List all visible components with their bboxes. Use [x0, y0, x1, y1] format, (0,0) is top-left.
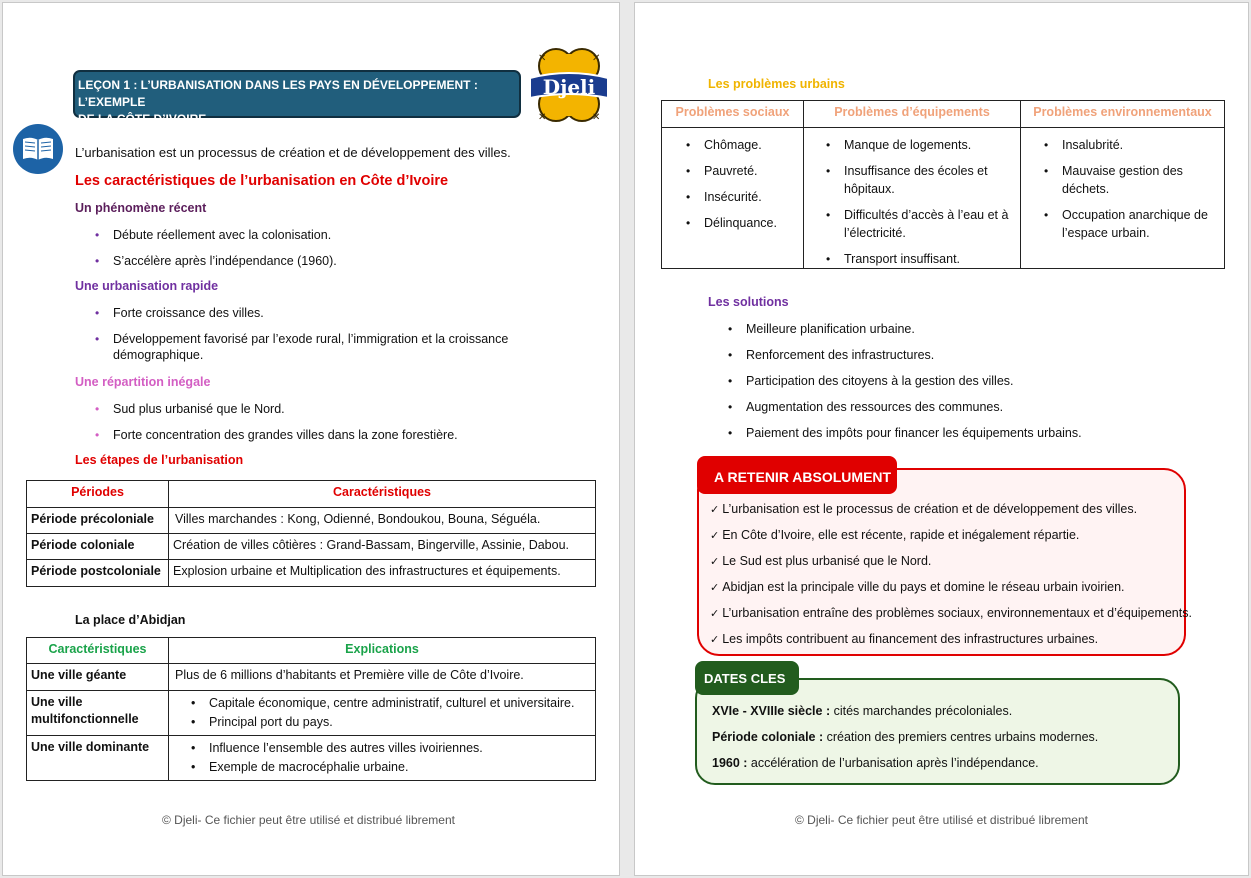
list-item: • Occupation anarchique de: [1062, 206, 1224, 224]
table-cell: [1021, 128, 1225, 269]
etapes-title: Les étapes de l’urbanisation: [75, 453, 244, 467]
retenir-item: [710, 528, 1079, 542]
retenir-title: A RETENIR ABSOLUMENT: [697, 456, 897, 494]
date-label: Période coloniale :: [712, 730, 824, 744]
list-inegale: [113, 400, 458, 444]
table-cell: Explosion urbaine et Multiplication des infrastructures et équipements.: [169, 560, 596, 587]
table-header: Problèmes d’équipements: [804, 101, 1021, 128]
table-cell: Une ville géante: [27, 664, 169, 691]
retenir-text: Le Sud est plus urbanisé que le Nord.: [722, 554, 932, 568]
svg-text:✕: ✕: [538, 112, 547, 123]
abidjan-title: La place d’Abidjan: [75, 613, 186, 627]
table-cell: [27, 691, 169, 736]
retenir-item: [710, 632, 1098, 646]
djeli-logo: [524, 46, 614, 126]
table-cell: Période coloniale: [27, 534, 169, 560]
checkmark-icon: ✓: [710, 582, 720, 594]
list-item: • Paiement des impôts pour financer les équipements urbains.: [746, 424, 1082, 442]
date-entry: [712, 730, 1098, 744]
list-item: • Transport insuffisant.: [844, 250, 1020, 268]
cell-list: [173, 739, 591, 777]
svg-text:✕: ✕: [538, 53, 547, 64]
svg-text:✕: ✕: [592, 53, 601, 64]
retenir-text: Les impôts contribuent au financement des infrastructures urbaines.: [722, 632, 1099, 646]
cell-line: multifonctionnelle: [31, 712, 139, 726]
table-cell: Une ville dominante: [27, 736, 169, 781]
continuation-text: l’espace urbain.: [1062, 226, 1150, 240]
table-cell: Création de villes côtières : Grand-Bassam, Bingerville, Assinie, Dabou.: [169, 534, 596, 560]
table-cell: [169, 736, 596, 781]
cell-list: [173, 694, 591, 732]
svg-text:✕: ✕: [592, 112, 601, 123]
table-cell: Villes marchandes : Kong, Odienné, Bondoukou, Bouna, Séguéla.: [169, 508, 596, 534]
table-cell: Période précoloniale: [27, 508, 169, 534]
periods-table: [26, 480, 596, 587]
solutions-list: [746, 320, 1082, 442]
list-item: • Débute réellement avec la colonisation.: [113, 226, 337, 244]
list-item: • Mauvaise gestion des: [1062, 162, 1224, 180]
date-label: 1960 :: [712, 756, 748, 770]
list-item-continuation: démographique.: [113, 348, 204, 362]
checkmark-icon: ✓: [710, 530, 720, 542]
cell-line: Une ville: [31, 695, 83, 709]
continuation-text: hôpitaux.: [844, 182, 895, 196]
table-header: Périodes: [27, 481, 169, 508]
section-title-recent: Un phénomène récent: [75, 201, 207, 215]
page-footer: © Djeli- Ce fichier peut être utilisé et distribué librement: [162, 813, 455, 827]
list-item: • Chômage.: [704, 132, 803, 158]
retenir-text: L’urbanisation entraîne des problèmes sociaux, environnementaux et d’équipements.: [722, 606, 1192, 620]
table-header: Problèmes environnementaux: [1021, 101, 1225, 128]
section-title-inegale: Une répartition inégale: [75, 375, 211, 389]
list-item-continuation: [844, 180, 1020, 198]
retenir-text: Abidjan est la principale ville du pays et domine le réseau urbain ivoirien.: [722, 580, 1125, 594]
list-item: • Difficultés d’accès à l’eau et à: [844, 206, 1020, 224]
open-book-icon: [13, 124, 63, 174]
list-item-continuation: [1062, 180, 1224, 198]
continuation-text: l’électricité.: [844, 226, 906, 240]
list-item: • Participation des citoyens à la gestion des villes.: [746, 372, 1082, 390]
checkmark-icon: ✓: [710, 504, 720, 516]
retenir-item: [710, 554, 931, 568]
dates-title: DATES CLES: [695, 661, 799, 695]
document-page-1: [2, 2, 620, 876]
retenir-item: [710, 606, 1192, 620]
list-item: • Manque de logements.: [844, 136, 1020, 154]
abidjan-table: [26, 637, 596, 781]
cell-list: [1021, 128, 1224, 242]
solutions-title: Les solutions: [708, 295, 789, 309]
checkmark-icon: ✓: [710, 556, 720, 568]
list-item: • Insuffisance des écoles et: [844, 162, 1020, 180]
retenir-text: L’urbanisation est le processus de création et de développement des villes.: [722, 502, 1138, 516]
list-item: • Insécurité.: [704, 184, 803, 210]
table-header: Caractéristiques: [27, 638, 169, 664]
list-item: • Forte concentration des grandes villes dans la zone forestière.: [113, 426, 458, 444]
checkmark-icon: ✓: [710, 608, 720, 620]
problems-table: [661, 100, 1225, 269]
table-cell: [804, 128, 1021, 269]
section-title-rapide: Une urbanisation rapide: [75, 279, 219, 293]
list-item: • Meilleure planification urbaine.: [746, 320, 1082, 338]
list-item: • Exemple de macrocéphalie urbaine.: [209, 758, 591, 777]
checkmark-icon: ✓: [710, 634, 720, 646]
table-header: Problèmes sociaux: [662, 101, 804, 128]
list-item: • Pauvreté.: [704, 158, 803, 184]
list-item: • Sud plus urbanisé que le Nord.: [113, 400, 458, 418]
date-text: cités marchandes précoloniales.: [830, 704, 1013, 718]
svg-text:Djeli: Djeli: [542, 75, 596, 99]
date-entry: [712, 756, 1039, 770]
main-heading: Les caractéristiques de l’urbanisation en Côte d’Ivoire: [75, 173, 449, 189]
list-item: • Forte croissance des villes.: [113, 304, 508, 322]
date-label: XVIe - XVIIIe siècle :: [712, 704, 831, 718]
list-item: • Renforcement des infrastructures.: [746, 346, 1082, 364]
list-item-continuation: [1062, 224, 1224, 242]
retenir-item: [710, 502, 1137, 516]
retenir-text: En Côte d’Ivoire, elle est récente, rapide et inégalement répartie.: [722, 528, 1080, 542]
list-item: • Délinquance.: [704, 210, 803, 236]
cell-list: [662, 128, 803, 236]
lesson-title-banner: [73, 70, 521, 126]
list-item: • Augmentation des ressources des communes.: [746, 398, 1082, 416]
document-page-2: [634, 2, 1249, 876]
table-header: Explications: [169, 638, 596, 664]
date-entry: [712, 704, 1012, 718]
problems-title: Les problèmes urbains: [708, 77, 845, 91]
intro-text: L’urbanisation est un processus de création et de développement des villes.: [75, 145, 511, 160]
lesson-title-line-1: LEÇON 1 : L’URBANISATION DANS LES PAYS EN DÉVELOPPEMENT : L’EXEMPLE: [78, 78, 478, 109]
list-recent: [113, 226, 337, 270]
list-rapide: [113, 304, 508, 348]
table-cell: Période postcoloniale: [27, 560, 169, 587]
table-cell: [169, 691, 596, 736]
table-cell: [662, 128, 804, 269]
table-cell: Plus de 6 millions d’habitants et Première ville de Côte d’Ivoire.: [169, 664, 596, 691]
list-item: • Capitale économique, centre administratif, culturel et universitaire.: [209, 694, 591, 713]
continuation-text: déchets.: [1062, 182, 1110, 196]
retenir-item: [710, 580, 1125, 594]
lesson-title-line-2: DE LA CÔTE D’IVOIRE: [78, 112, 207, 126]
list-item: • Influence l’ensemble des autres villes ivoiriennes.: [209, 739, 591, 758]
list-item: • Principal port du pays.: [209, 713, 591, 732]
date-text: accélération de l’urbanisation après l’indépendance.: [747, 756, 1039, 770]
list-item: • S’accélère après l’indépendance (1960).: [113, 252, 337, 270]
date-text: création des premiers centres urbains modernes.: [823, 730, 1099, 744]
list-item-continuation: [844, 224, 1020, 242]
page-footer: © Djeli- Ce fichier peut être utilisé et distribué librement: [795, 813, 1088, 827]
list-item: • Insalubrité.: [1062, 136, 1224, 154]
table-header: Caractéristiques: [169, 481, 596, 508]
cell-list: [804, 128, 1020, 268]
list-item: • Développement favorisé par l’exode rural, l’immigration et la croissance: [113, 330, 508, 348]
